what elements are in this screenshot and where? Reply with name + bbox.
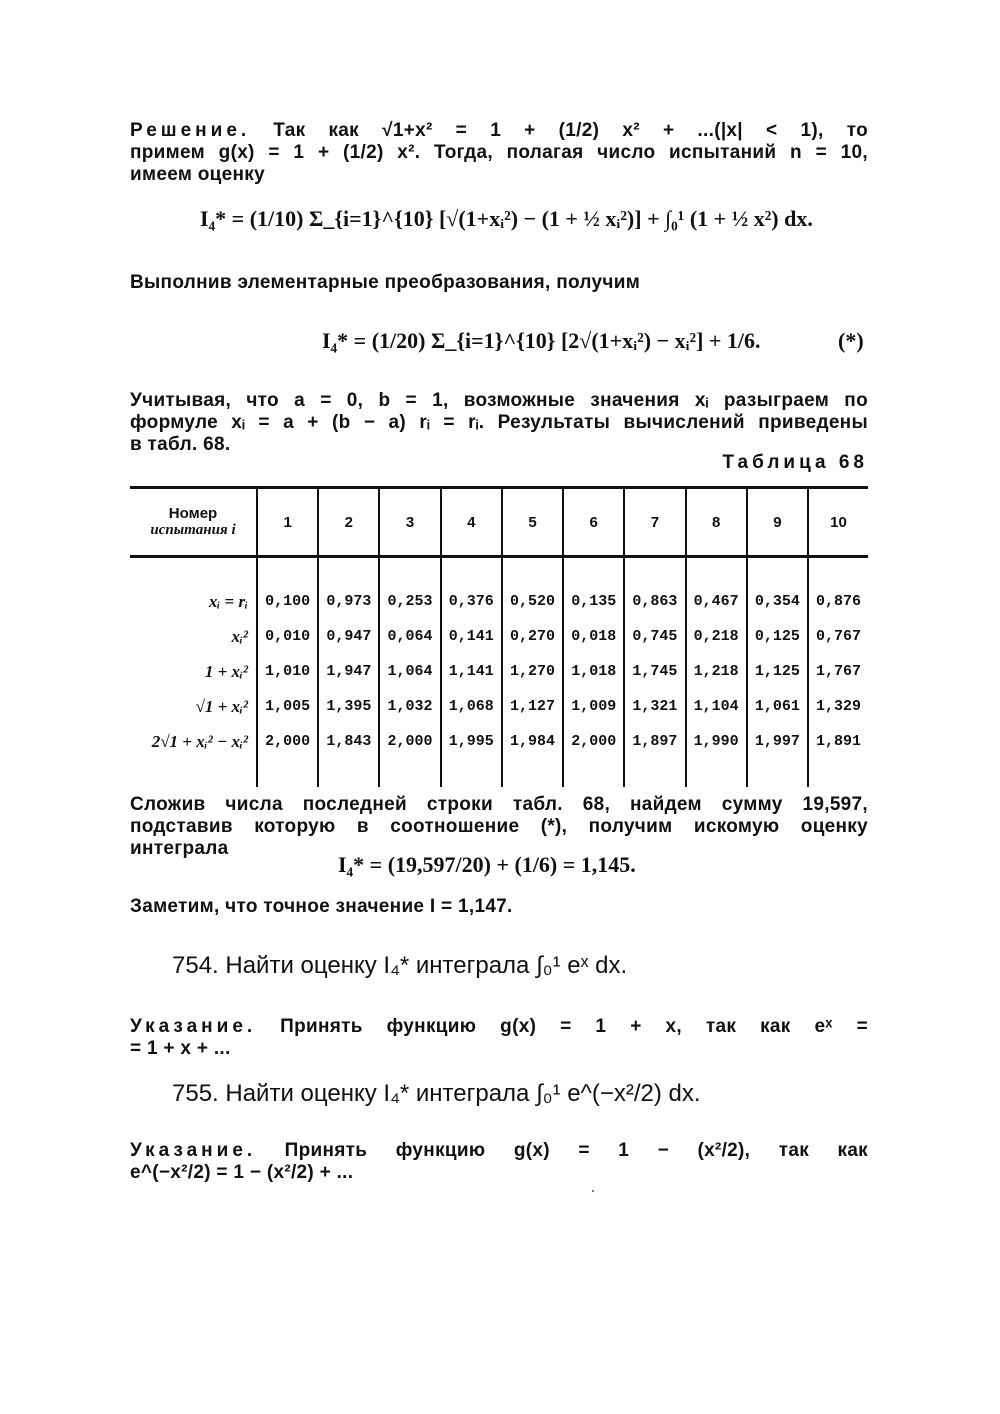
header-label-2: испытания i xyxy=(150,522,236,538)
hint-754-text: Принять функцию g(x) = 1 + x, так как eˣ = xyxy=(280,1016,868,1037)
table-cell: 0,141 xyxy=(441,619,502,654)
row-label: 2√1 + xᵢ² − xᵢ² xyxy=(130,724,257,759)
column-header: 5 xyxy=(502,488,563,557)
speck xyxy=(592,1190,594,1192)
table-cell: 1,218 xyxy=(686,654,747,689)
table-row xyxy=(130,584,868,619)
problem-755: 755. Найти оценку I₄* интеграла ∫₀¹ e^(−x²/2) dx. xyxy=(172,1080,701,1107)
table-cell: 1,947 xyxy=(318,654,379,689)
table-cell: 1,767 xyxy=(815,663,861,680)
header-label-cell xyxy=(130,488,257,557)
column-header: 4 xyxy=(441,488,502,557)
table-cell: 1,843 xyxy=(318,724,379,759)
table-cell: 0,376 xyxy=(441,584,502,619)
table-cell: 1,745 xyxy=(624,654,685,689)
xi-line-2: формуле xᵢ = a + (b − a) rᵢ = rᵢ. Результаты вычислений приведены xyxy=(130,412,868,433)
solution-line-1 xyxy=(130,120,868,142)
table-cell: 0,863 xyxy=(624,584,685,619)
table-cell: 0,253 xyxy=(379,584,440,619)
hint-754-line-2: = 1 + x + ... xyxy=(130,1038,231,1059)
problem-754: 754. Найти оценку I₄* интеграла ∫₀¹ eˣ dx. xyxy=(172,952,628,979)
row-label: 1 + xᵢ² xyxy=(130,654,257,689)
table-end-row xyxy=(130,759,868,787)
formula-2-tag: (*) xyxy=(838,328,864,353)
sum-line-3: интеграла xyxy=(130,838,229,859)
table-cell: 0,270 xyxy=(502,619,563,654)
sum-line-2: подставив которую в соотношение (*), получим искомую оценку xyxy=(130,816,868,837)
table-row xyxy=(130,654,868,689)
solution-line-3: имеем оценку xyxy=(130,164,265,185)
sum-line-1: Сложив числа последней строки табл. 68, найдем сумму 19,597, xyxy=(130,794,868,815)
table-caption: Таблица 68 xyxy=(722,452,868,473)
table-cell: 1,897 xyxy=(624,724,685,759)
table-cell: 0,745 xyxy=(624,619,685,654)
table-cell: 2,000 xyxy=(563,724,624,759)
solution-label: Решение. xyxy=(130,120,251,141)
table-cell: 0,467 xyxy=(686,584,747,619)
table-cell: 0,876 xyxy=(815,593,861,610)
table-row xyxy=(130,619,868,654)
table-cell: 1,018 xyxy=(563,654,624,689)
table-cell: 0,354 xyxy=(747,584,808,619)
table-spacer-row xyxy=(130,557,868,585)
table-cell: 1,068 xyxy=(441,689,502,724)
table-cell: 1,990 xyxy=(686,724,747,759)
table-row xyxy=(130,689,868,724)
table-cell: 1,395 xyxy=(318,689,379,724)
table-cell: 1,891 xyxy=(815,733,861,750)
table-cell: 1,127 xyxy=(502,689,563,724)
formula-3: I₄* = (19,597/20) + (1/6) = 1,145. xyxy=(338,852,636,877)
table-cell: 1,125 xyxy=(747,654,808,689)
hint-755-line-1 xyxy=(130,1140,868,1162)
table-cell: 0,064 xyxy=(379,619,440,654)
hint-755-line-2: e^(−x²/2) = 1 − (x²/2) + ... xyxy=(130,1162,354,1183)
table-cell: 1,104 xyxy=(686,689,747,724)
table-header-row xyxy=(130,488,868,557)
table-cell: 0,520 xyxy=(502,584,563,619)
xi-line-3: в табл. 68. xyxy=(130,434,231,455)
table-cell: 0,135 xyxy=(563,584,624,619)
formula-2: I₄* = (1/20) Σ_{i=1}^{10} [2√(1+xᵢ²) − xᵢ²] + 1/6. xyxy=(322,328,761,353)
table-cell: 1,064 xyxy=(379,654,440,689)
table-cell: 1,997 xyxy=(747,724,808,759)
formula-1: I₄* = (1/10) Σ_{i=1}^{10} [√(1+xᵢ²) − (1 + ½ xᵢ²)] + ∫₀¹ (1 + ½ x²) dx. xyxy=(200,206,813,231)
table-cell: 0,218 xyxy=(686,619,747,654)
column-header: 7 xyxy=(624,488,685,557)
column-header: 9 xyxy=(747,488,808,557)
solution-line-2: примем g(x) = 1 + (1/2) x². Тогда, полагая число испытаний n = 10, xyxy=(130,142,868,163)
xi-line-1: Учитывая, что a = 0, b = 1, возможные значения xᵢ разыграем по xyxy=(130,390,868,411)
table-cell: 0,018 xyxy=(563,619,624,654)
table-cell: 1,329 xyxy=(815,698,861,715)
table-cell: 2,000 xyxy=(257,724,318,759)
row-label: xᵢ = rᵢ xyxy=(130,584,257,619)
table-cell: 0,100 xyxy=(257,584,318,619)
table-cell: 1,995 xyxy=(441,724,502,759)
header-label-1: Номер xyxy=(168,505,218,522)
hint-755-label: Указание. xyxy=(130,1140,257,1161)
table-row xyxy=(130,724,868,759)
table-cell: 0,010 xyxy=(257,619,318,654)
transform-line: Выполнив элементарные преобразования, получим xyxy=(130,272,641,293)
column-header: 3 xyxy=(379,488,440,557)
table-cell: 1,321 xyxy=(624,689,685,724)
row-label: √1 + xᵢ² xyxy=(130,689,257,724)
row-label: xᵢ² xyxy=(130,619,257,654)
table-cell: 0,125 xyxy=(747,619,808,654)
table-cell: 1,270 xyxy=(502,654,563,689)
solution-text-1: Так как √1+x² = 1 + (1/2) x² + ...(|x| < 1), то xyxy=(273,120,868,141)
column-header: 8 xyxy=(686,488,747,557)
column-header: 6 xyxy=(563,488,624,557)
table-68 xyxy=(130,486,868,787)
table-cell: 0,973 xyxy=(318,584,379,619)
table-cell: 1,009 xyxy=(563,689,624,724)
hint-754-label: Указание. xyxy=(130,1016,257,1037)
table-cell: 1,032 xyxy=(379,689,440,724)
hint-755-text: Принять функцию g(x) = 1 − (x²/2), так как xyxy=(284,1140,868,1161)
table-cell: 1,061 xyxy=(747,689,808,724)
table-cell: 0,947 xyxy=(318,619,379,654)
table-cell: 1,005 xyxy=(257,689,318,724)
table-cell: 2,000 xyxy=(379,724,440,759)
table-cell: 0,767 xyxy=(815,628,861,645)
column-header: 10 xyxy=(808,488,868,557)
exact-value-line: Заметим, что точное значение I = 1,147. xyxy=(130,896,513,917)
column-header: 2 xyxy=(318,488,379,557)
table-cell: 1,010 xyxy=(257,654,318,689)
table-cell: 1,984 xyxy=(502,724,563,759)
hint-754-line-1 xyxy=(130,1016,868,1038)
table-cell: 1,141 xyxy=(441,654,502,689)
column-header: 1 xyxy=(257,488,318,557)
